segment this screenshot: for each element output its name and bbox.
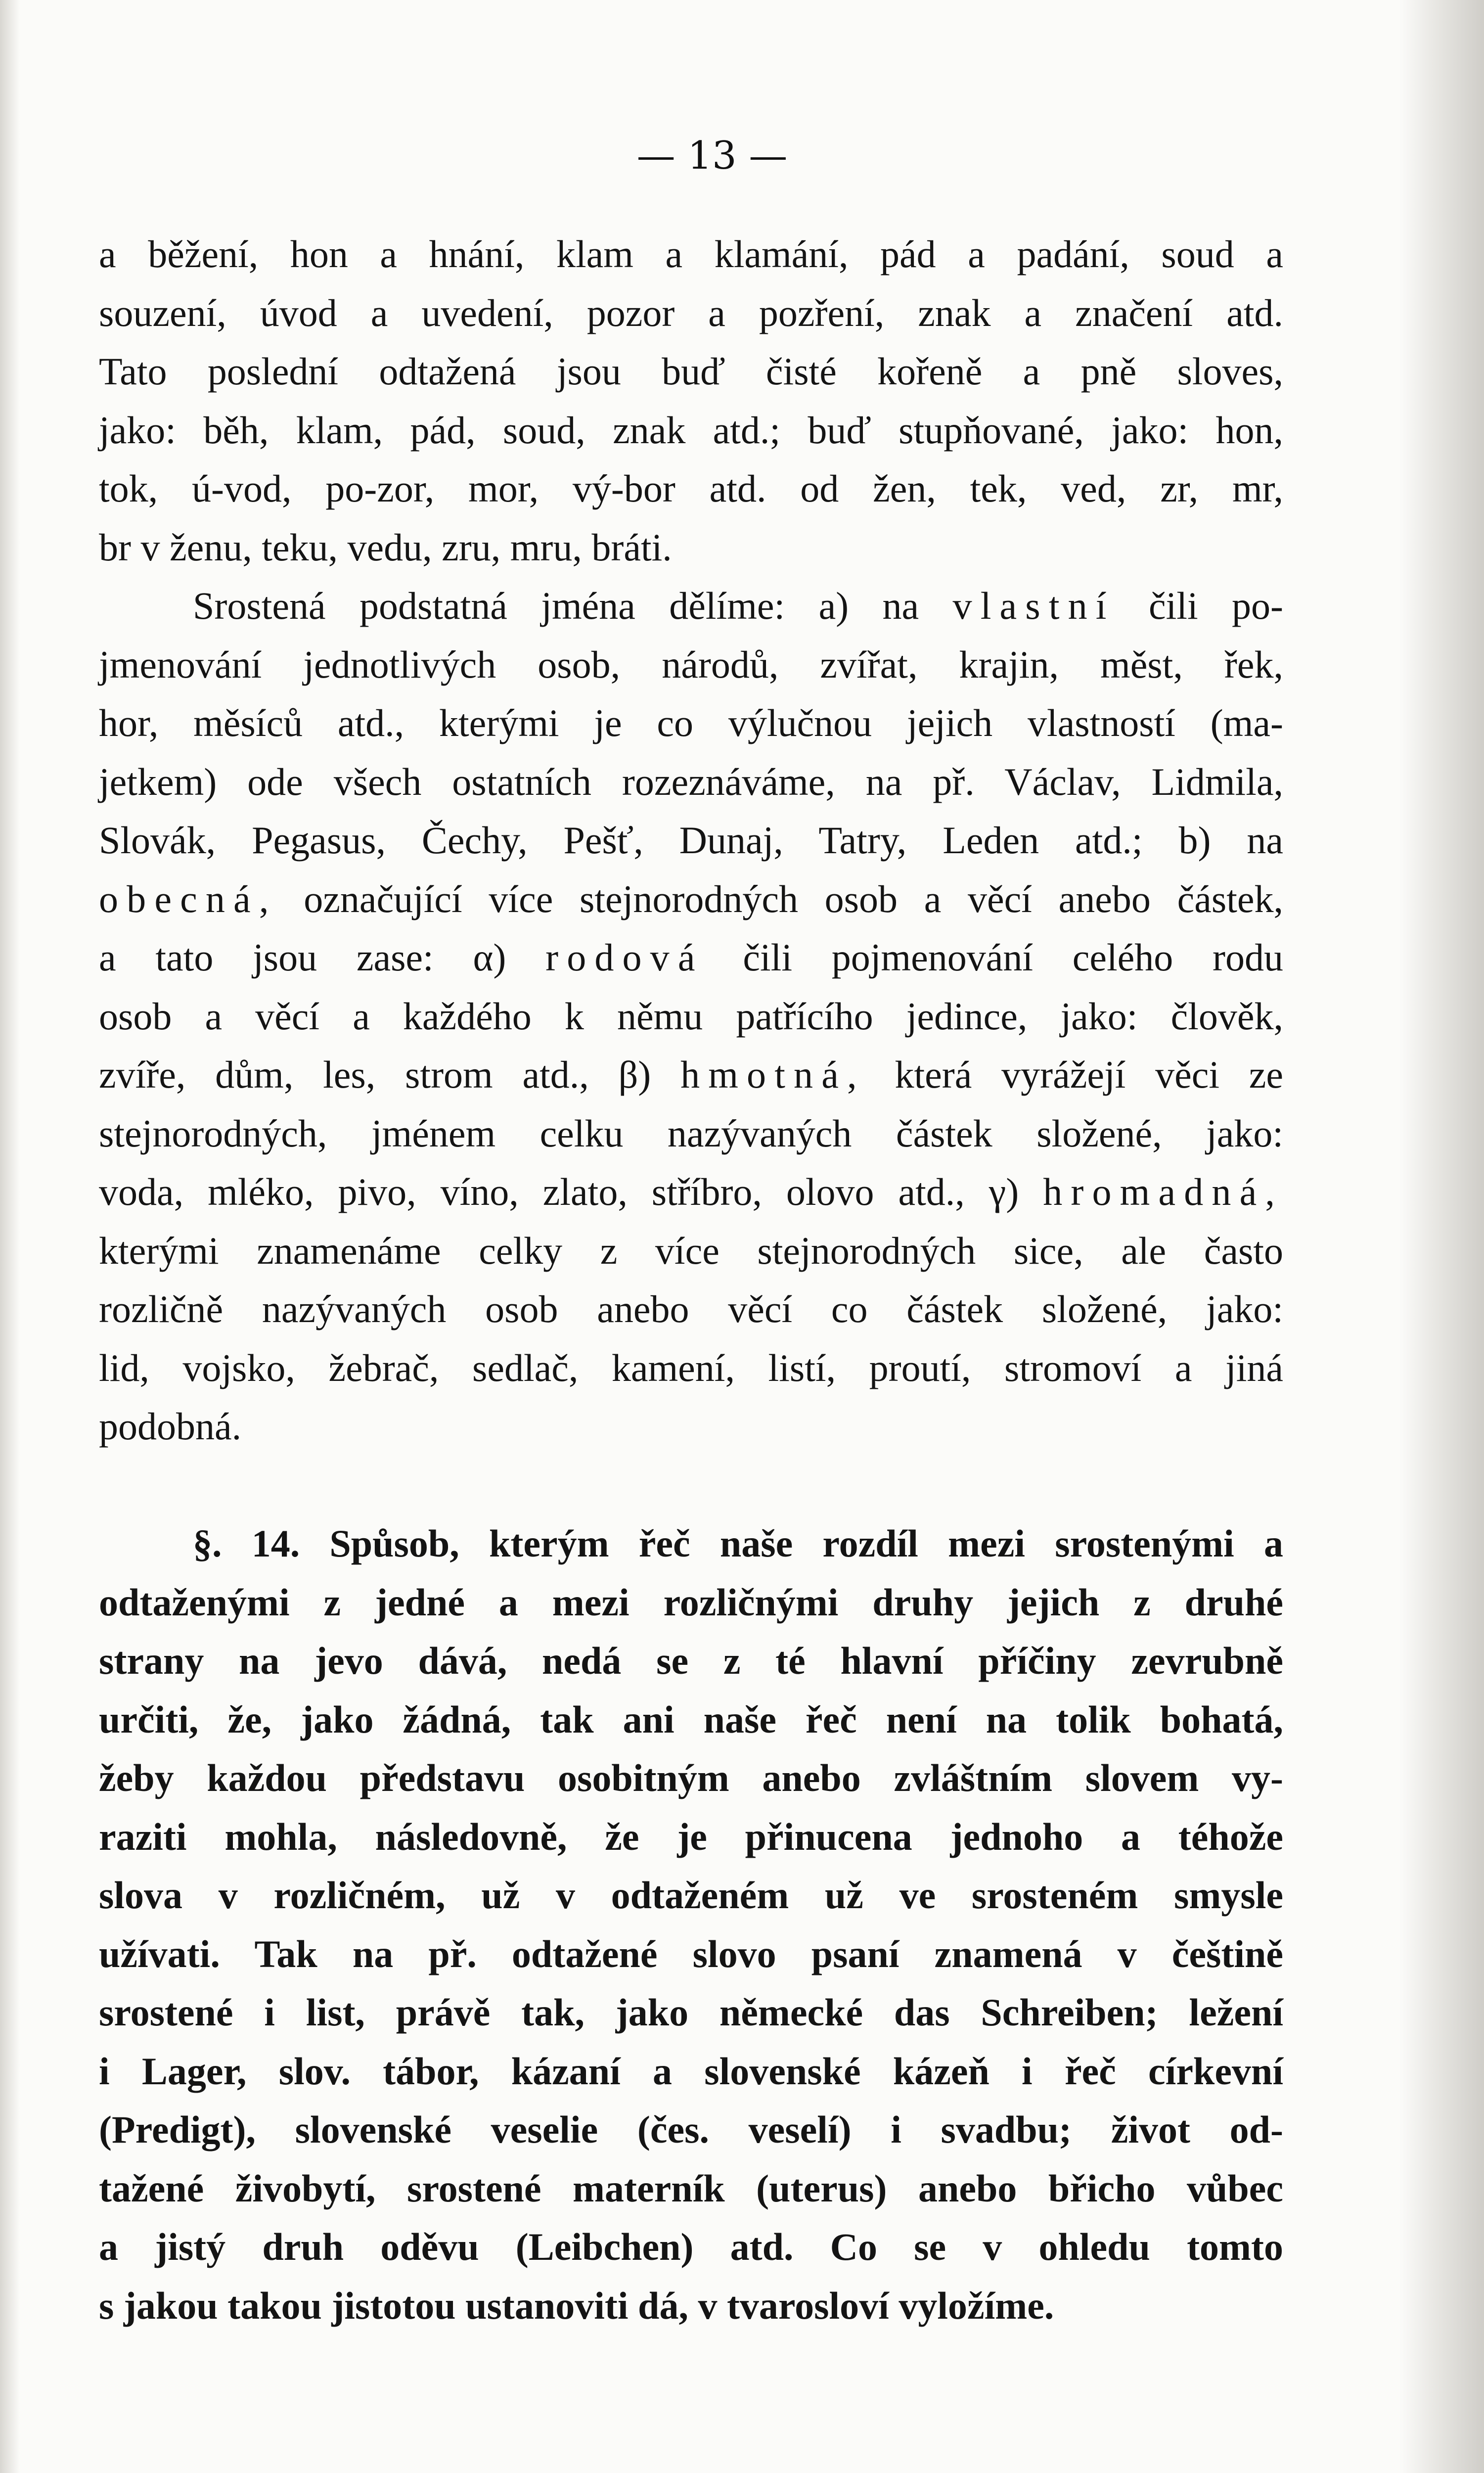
- text-line: raziti mohla, následovně, že je přinucena jednoho a téhože: [99, 1815, 1283, 1858]
- text-line: [99, 928, 1283, 987]
- text-line: osob a věcí a každého k němu patřícího jedince, jako: člověk,: [99, 994, 1283, 1038]
- text-line: i Lager, slov. tábor, kázaní a slovenské kázeň i řeč církevní: [99, 2049, 1283, 2093]
- text-line: hor, měsíců atd., kterými je co výlučnou jejich vlastností (ma-: [99, 701, 1283, 744]
- text-line: br v ženu, teku, vedu, zru, mru, bráti.: [99, 525, 672, 569]
- section-gap: [99, 1456, 1283, 1515]
- text-line: Slovák, Pegasus, Čechy, Pešť, Dunaj, Tatry, Leden atd.; b) na: [99, 819, 1283, 862]
- text-line: [99, 1163, 1283, 1222]
- spaced-term: obecná,: [99, 877, 277, 920]
- text-run: čili pojmenování celého rodu: [743, 936, 1283, 979]
- body-text: [99, 225, 1283, 2335]
- text-line: souzení, úvod a uvedení, pozor a pozření, znak a značení atd.: [99, 291, 1283, 334]
- text-line: rozličně nazývaných osob anebo věcí co částek složené, jako:: [99, 1287, 1283, 1330]
- text-line: tažené živobytí, srostené materník (uterus) anebo břicho vůbec: [99, 2166, 1283, 2210]
- text-line: a běžení, hon a hnání, klam a klamání, pád a padání, soud a: [99, 232, 1283, 275]
- text-run: která vyrážejí věci ze: [895, 1053, 1284, 1096]
- text-line: (Predigt), slovenské veselie (čes. veselí) i svadbu; život od-: [99, 2108, 1283, 2151]
- text-line: lid, vojsko, žebrač, sedlač, kamení, listí, proutí, stromoví a jiná: [99, 1346, 1283, 1389]
- text-line: [99, 870, 1283, 929]
- text-run: čili po-: [1149, 584, 1283, 627]
- text-line: podobná.: [99, 1405, 242, 1448]
- spaced-term: vlastní: [952, 584, 1115, 627]
- text-line: odtaženými z jedné a mezi rozličnými druhy jejich z druhé: [99, 1580, 1283, 1624]
- text-line: [99, 577, 1283, 636]
- text-line: slova v rozličném, už v odtaženém už ve srosteném smysle: [99, 1874, 1283, 1917]
- text-line: s jakou takou jistotou ustanoviti dá, v tvarosloví vyložíme.: [99, 2284, 1054, 2327]
- text-line: jmenování jednotlivých osob, národů, zvířat, krajin, měst, řek,: [99, 642, 1283, 686]
- text-line: užívati. Tak na př. odtažené slovo psaní znamená v češtině: [99, 1932, 1283, 1975]
- text-line: srostené i list, právě tak, jako německé das Schreiben; ležení: [99, 1991, 1283, 2034]
- text-run: zvíře, dům, les, strom atd., β): [99, 1053, 651, 1096]
- text-line: kterými znamenáme celky z více stejnorodných sice, ale často: [99, 1229, 1283, 1272]
- text-line: §. 14. Spůsob, kterým řeč naše rozdíl mezi srostenými a: [193, 1522, 1283, 1565]
- page-number-header: — 13 —: [636, 134, 788, 178]
- text-run: Srostená podstatná jména dělíme: a) na: [193, 584, 919, 627]
- text-line: jetkem) ode všech ostatních rozeznáváme, na př. Václav, Lidmila,: [99, 760, 1283, 803]
- text-line: tok, ú-vod, po-zor, mor, vý-bor atd. od žen, tek, ved, zr, mr,: [99, 467, 1283, 510]
- spaced-term: hmotná,: [680, 1053, 865, 1096]
- text-line: Tato poslední odtažená jsou buď čisté kořeně a pně sloves,: [99, 350, 1283, 393]
- text-line: stejnorodných, jménem celku nazývaných částek složené, jako:: [99, 1111, 1283, 1155]
- page-left-shadow: [0, 0, 20, 2473]
- text-run: voda, mléko, pivo, víno, zlato, stříbro, olovo atd., γ): [99, 1170, 1019, 1213]
- spaced-term: rodová: [545, 936, 704, 979]
- spaced-term: hromadná,: [1043, 1170, 1284, 1213]
- text-line: určiti, že, jako žádná, tak ani naše řeč není na tolik bohatá,: [99, 1697, 1283, 1741]
- text-line: žeby každou představu osobitným anebo zvláštním slovem vy-: [99, 1756, 1283, 1799]
- text-run: označující více stejnorodných osob a věcí anebo částek,: [304, 877, 1284, 920]
- text-line: jako: běh, klam, pád, soud, znak atd.; buď stupňované, jako: hon,: [99, 408, 1283, 452]
- page-right-edge: [1400, 0, 1484, 2473]
- text-run: a tato jsou zase: α): [99, 936, 506, 979]
- text-line: [99, 1046, 1283, 1104]
- text-line: strany na jevo dává, nedá se z té hlavní příčiny zevrubně: [99, 1639, 1283, 1682]
- text-line: a jistý druh oděvu (Leibchen) atd. Co se v ohledu tomto: [99, 2225, 1283, 2268]
